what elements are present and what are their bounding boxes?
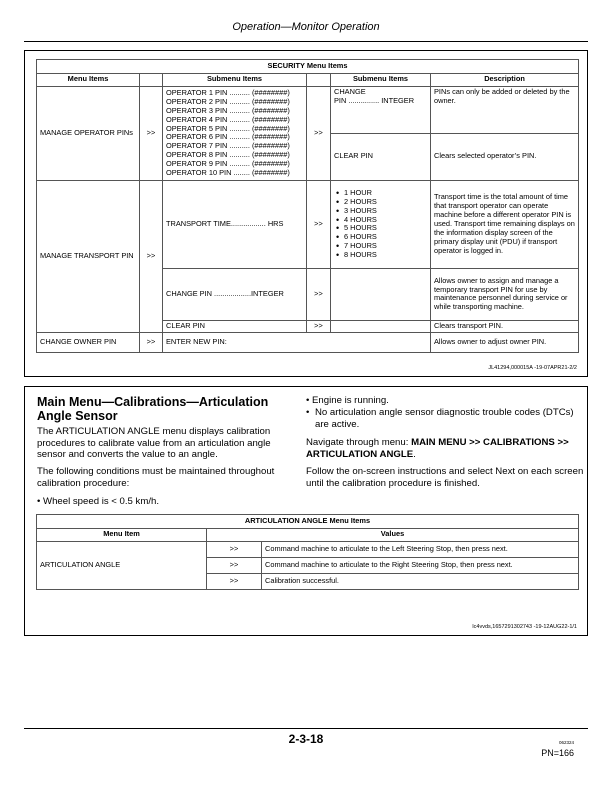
arrow-indicator: >>	[140, 332, 163, 352]
arrow-indicator: >>	[207, 557, 262, 573]
column-header-spacer	[140, 73, 163, 86]
arrow-indicator: >>	[307, 268, 331, 320]
empty-cell	[331, 268, 431, 320]
submenu-enter-new-pin: ENTER NEW PIN:	[163, 332, 431, 352]
arrow-indicator: >>	[307, 180, 331, 268]
arrow-indicator: >>	[140, 86, 163, 180]
operator-pin-item: OPERATOR 10 PIN ........ (########)	[166, 168, 290, 178]
menu-item-manage-transport-pin: MANAGE TRANSPORT PIN	[37, 180, 140, 332]
description-transport-time: Transport time is the total amount of time that transport operator can operate machine before a different operator PIN is used. Transport time remaining displays on the information display screen of the primary display unit (PDU) if transport operator is logged in.	[431, 180, 579, 268]
submenu-clear-pin: CLEAR PIN	[331, 133, 431, 180]
description-clear-transport-pin: Clears transport PIN.	[431, 320, 579, 332]
security-table-caption: SECURITY Menu Items	[37, 60, 579, 74]
menu-item-manage-operator-pins: MANAGE OPERATOR PINs	[37, 86, 140, 180]
calibration-reference-code: lc4vvds,1657291302743 -19-12AUG22-1/1	[472, 624, 577, 630]
hours-option: • 5 HOURS	[344, 224, 427, 233]
change-pin-line-1: CHANGE	[334, 86, 366, 96]
column-header-values: Values	[207, 528, 579, 541]
description-clear-operator-pin: Clears selected operator’s PIN.	[431, 133, 579, 180]
security-reference-code: JL41294,000015A -19-07APR21-2/2	[488, 365, 577, 371]
operator-pin-item: OPERATOR 4 PIN .......... (########)	[166, 114, 290, 124]
navigation-instruction: Navigate through menu: MAIN MENU >> CALIBRATIONS >> ARTICULATION ANGLE.	[306, 437, 569, 460]
operator-pin-list	[163, 86, 307, 180]
description-change-transport-pin: Allows owner to assign and manage a temporary transport PIN for use by maintenance personnel during service or while transporting machine.	[431, 268, 579, 320]
print-code: 062324	[558, 740, 574, 745]
menu-path: MAIN MENU >> CALIBRATIONS >> ARTICULATION ANGLE	[306, 437, 569, 460]
calibration-section	[24, 386, 588, 636]
section-title: Main Menu—Calibrations—Articulation Angle Sensor	[37, 395, 269, 423]
hours-option: • 4 HOURS	[344, 216, 427, 225]
column-header-menu-item: Menu Item	[37, 528, 207, 541]
arrow-indicator: >>	[207, 573, 262, 589]
hours-option: • 6 HOURS	[344, 233, 427, 242]
hours-option: • 3 HOURS	[344, 207, 427, 216]
change-pin-line-2: PIN ............... INTEGER	[334, 95, 415, 105]
empty-cell	[331, 320, 431, 332]
header-divider	[24, 41, 588, 42]
column-header-description: Description	[431, 73, 579, 86]
submenu-change-pin	[331, 86, 431, 133]
arrow-indicator: >>	[307, 86, 331, 180]
operator-pin-item: OPERATOR 8 PIN .......... (########)	[166, 150, 290, 160]
bullet: •	[37, 496, 44, 507]
articulation-table-caption: ARTICULATION ANGLE Menu Items	[37, 515, 579, 529]
condition-wheel-speed: • Wheel speed is < 0.5 km/h.	[37, 496, 160, 507]
calibration-intro-paragraph: The ARTICULATION ANGLE menu displays calibration procedures to calibrate value from an articulation angle sensor and converts the value to an angle.	[37, 426, 271, 461]
menu-item-articulation-angle: ARTICULATION ANGLE	[37, 541, 207, 589]
hours-option: • 8 HOURS	[344, 251, 427, 260]
operator-pin-item: OPERATOR 7 PIN .......... (########)	[166, 141, 290, 151]
footer-divider	[24, 728, 588, 729]
condition-engine-running: • Engine is running.	[306, 395, 389, 406]
pn-label: PN=166	[541, 748, 574, 758]
security-section	[24, 50, 588, 377]
follow-instructions-paragraph: Follow the on-screen instructions and select Next on each screen until the calibration procedure is finished.	[306, 466, 584, 489]
value-step-success: Calibration successful.	[262, 573, 579, 589]
conditions-intro-paragraph: The following conditions must be maintained throughout calibration procedure:	[37, 466, 275, 489]
bullet: •	[306, 395, 313, 406]
operator-pin-item: OPERATOR 1 PIN .......... (########)	[166, 87, 290, 97]
operator-pin-item: OPERATOR 2 PIN .......... (########)	[166, 96, 290, 106]
description-change-owner-pin: Allows owner to adjust owner PIN.	[431, 332, 579, 352]
condition-no-dtcs: • No articulation angle sensor diagnostic trouble codes (DTCs) are active.	[306, 407, 574, 430]
column-header-spacer	[307, 73, 331, 86]
column-header-submenu-items-2: Submenu Items	[331, 73, 431, 86]
value-step-left: Command machine to articulate to the Left Steering Stop, then press next.	[262, 541, 579, 557]
page-header-title: Operation—Monitor Operation	[232, 21, 380, 33]
column-header-menu-items: Menu Items	[37, 73, 140, 86]
hours-option: • 1 HOUR	[344, 189, 427, 198]
submenu-clear-transport-pin: CLEAR PIN	[163, 320, 307, 332]
menu-item-change-owner-pin: CHANGE OWNER PIN	[37, 332, 140, 352]
description-change-operator-pin: PINs can only be added or deleted by the owner.	[431, 86, 579, 133]
hours-option: • 2 HOURS	[344, 198, 427, 207]
value-step-right: Command machine to articulate to the Right Steering Stop, then press next.	[262, 557, 579, 573]
operator-pin-item: OPERATOR 6 PIN .......... (########)	[166, 132, 290, 142]
arrow-indicator: >>	[307, 320, 331, 332]
submenu-change-transport-pin: CHANGE PIN ..................INTEGER	[163, 268, 307, 320]
column-header-submenu-items: Submenu Items	[163, 73, 307, 86]
operator-pin-item: OPERATOR 9 PIN .......... (########)	[166, 159, 290, 169]
arrow-indicator: >>	[140, 180, 163, 332]
bullet: •	[306, 407, 310, 418]
arrow-indicator: >>	[207, 541, 262, 557]
transport-hours-list	[331, 180, 431, 268]
submenu-transport-time: TRANSPORT TIME................. HRS	[163, 180, 307, 268]
operator-pin-item: OPERATOR 5 PIN .......... (########)	[166, 123, 290, 133]
articulation-angle-table	[36, 514, 579, 590]
hours-option: • 7 HOURS	[344, 242, 427, 251]
security-menu-table	[36, 59, 579, 353]
operator-pin-item: OPERATOR 3 PIN .......... (########)	[166, 105, 290, 115]
page-number: 2-3-18	[288, 732, 324, 746]
